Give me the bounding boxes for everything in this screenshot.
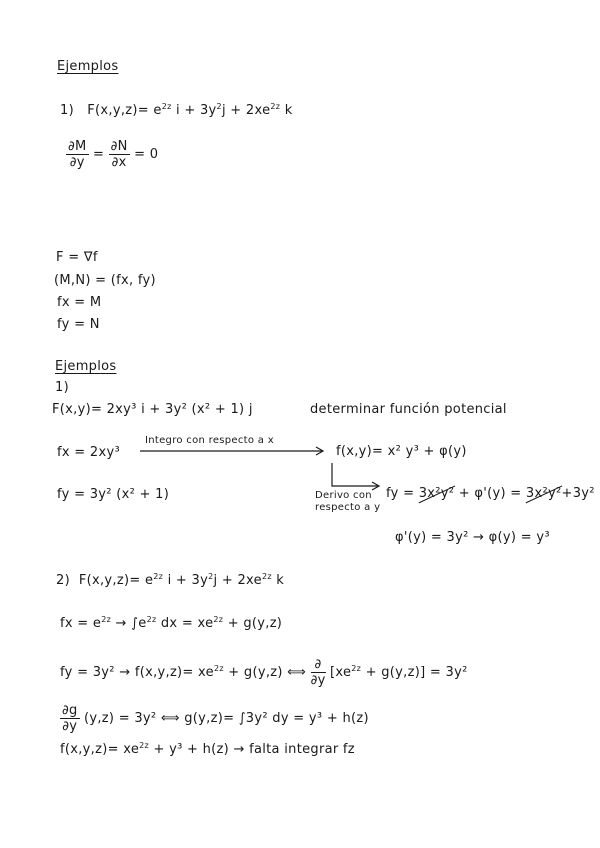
derive-note-line1: Derivo con <box>315 490 372 501</box>
cancelled-term: 3x²y² <box>525 486 562 501</box>
example-3-line: 2) $F(x,y,z)= e^{2z}$ $i + 3y^2j + 2xe^{2z}$ k <box>56 572 285 588</box>
partial-g-over-y: $\frac{\partial g}{\partial y}$ <box>62 703 78 734</box>
fy-expression: fy = 3y² (x² + 1) <box>57 487 170 502</box>
result-pending-fz-line: $f(x,y,z)= xe^{2z} + y^3 + h(z)$ → falta integrar fz <box>60 741 355 757</box>
definition-components: (M,N) = (fx, fy) <box>54 273 156 288</box>
partial-m-over-y: $\frac{\partial M}{\partial y}$ <box>68 139 87 170</box>
vector-field-1-rest: j + 2xe <box>221 103 271 118</box>
integration-note: Integro con respecto a x <box>145 435 274 446</box>
definition-fx: fx = M <box>57 295 102 310</box>
integrate-fx-line: fx = $e^{2z} \to \int e^{2z}$ dx = $xe^{2z} + g(y,z)$ <box>60 615 283 631</box>
phi-result: φ'(y) = 3y² → φ(y) = y³ <box>395 530 550 545</box>
vector-field-1-k: k <box>280 103 293 118</box>
fx-expression: fx = 2xy³ <box>57 445 120 460</box>
vector-field-1-mid: i + 3y <box>171 103 217 118</box>
derive-fy-line: fy = $3y^2 \to f(x,y,z)= xe^{2z} + g(y,z)$ ⟺ $\frac{\partial}{\partial y}$ $[xe^{2z} + g(y,z)] = 3y^2$ <box>60 657 468 688</box>
potential-function-partial: f(x,y)= x² y³ + φ(y) <box>336 444 467 459</box>
definition-fy: fy = N <box>57 317 100 332</box>
derive-note-line2: respecto a y <box>315 502 381 513</box>
exponent: 2 <box>208 572 214 581</box>
exactness-condition: $\frac{\partial M}{\partial y}$ = $\frac{\partial N}{\partial x}$ = 0 <box>68 139 159 170</box>
exponent: 2z <box>153 572 164 581</box>
exponent: 2z <box>261 572 272 581</box>
partial-over-y: $\frac{\partial}{\partial y}$ <box>310 657 326 688</box>
heading-examples-2: Ejemplos <box>55 359 117 374</box>
cancelled-term: 3x²y² <box>418 486 455 501</box>
example-3-label: 2) <box>56 573 70 588</box>
integrate-g-line: $\frac{\partial g}{\partial y}$ (y,z) = 3y² ⟺ g(y,z)= ∫3y² dy = y³ + h(z) <box>62 703 369 734</box>
vector-field-2: F(x,y)= 2xy³ i + 3y² (x² + 1) j <box>52 402 253 417</box>
heading-examples-1: Ejemplos <box>57 59 119 74</box>
exponent: 2z <box>270 102 281 111</box>
partial-n-over-x: $\frac{\partial N}{\partial x}$ <box>110 139 128 170</box>
exponent: 2z <box>161 102 172 111</box>
definition-gradient: F = ∇f <box>56 250 98 265</box>
example-2-label: 1) <box>55 380 69 395</box>
fy-comparison: fy = 3x²y² + φ'(y) = 3x²y²+3y² <box>386 486 595 501</box>
example-1-label: 1) <box>60 103 74 118</box>
vector-field-1-lhs: F(x,y,z)= e <box>87 103 162 118</box>
task-potential-function: determinar función potencial <box>310 402 507 417</box>
exponent: 2 <box>216 102 222 111</box>
